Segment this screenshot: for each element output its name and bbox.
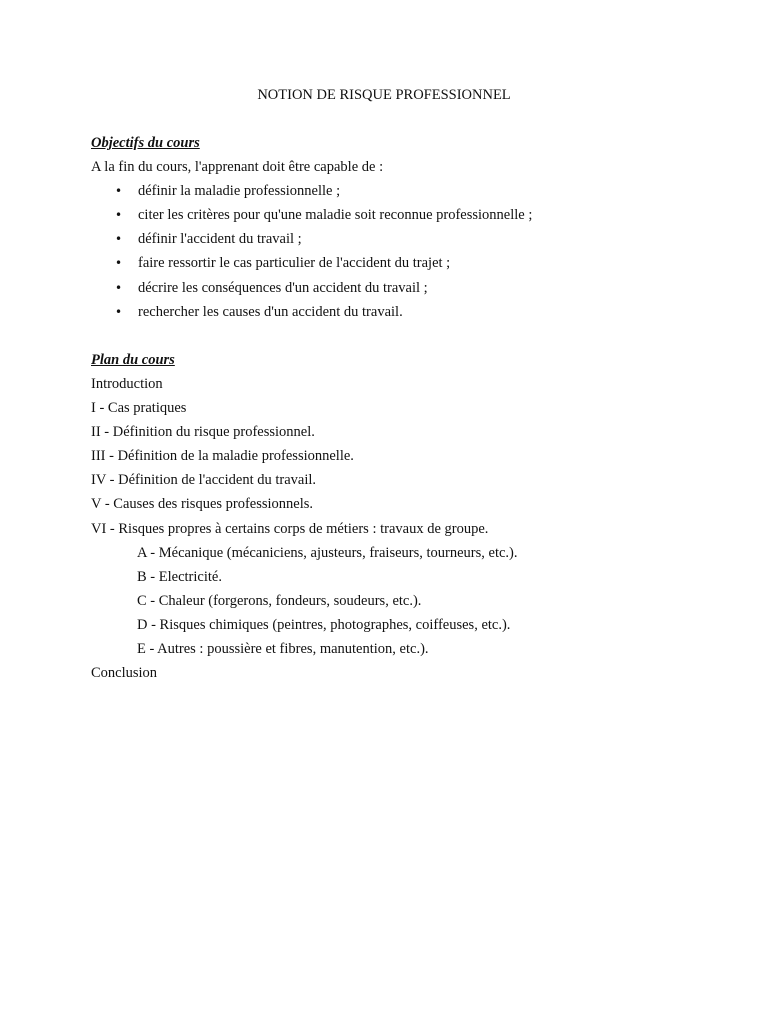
plan-section: IV - Définition de l'accident du travail. [91,472,317,489]
list-item [91,230,711,254]
list-item-text: décrire les conséquences d'un accident du travail ; [138,279,428,296]
plan-subsection: E - Autres : poussière et fibres, manutention, etc.). [137,640,429,657]
list-item [91,254,711,278]
plan-section: VI - Risques propres à certains corps de métiers : travaux de groupe. [91,520,489,537]
list-item-text: définir l'accident du travail ; [138,231,302,248]
document-body [91,134,711,688]
plan-section: I - Cas pratiques [91,400,187,417]
plan-section: II - Définition du risque professionnel. [91,424,315,441]
document-title: NOTION DE RISQUE PROFESSIONNEL [257,87,511,103]
bullet-icon: • [115,304,123,319]
bullet-icon: • [115,256,123,271]
plan-section: III - Définition de la maladie professionnelle. [91,448,354,465]
list-item [91,182,711,206]
bullet-icon: • [115,232,123,247]
bullet-icon: • [115,208,123,223]
list-item-text: citer les critères pour qu'une maladie soit reconnue professionnelle ; [138,207,533,224]
plan-subsection: A - Mécanique (mécaniciens, ajusteurs, fraiseurs, tourneurs, etc.). [137,544,518,561]
list-item-text: rechercher les causes d'un accident du travail. [138,303,403,320]
plan-conclusion: Conclusion [91,665,158,682]
list-item [91,303,711,327]
plan-section: V - Causes des risques professionnels. [91,496,314,513]
bullet-icon: • [115,280,123,295]
objectives-intro: A la fin du cours, l'apprenant doit être capable de : [91,159,384,176]
list-item-text: faire ressortir le cas particulier de l'accident du trajet ; [138,255,451,272]
list-item [91,206,711,230]
section-spacer [91,327,711,351]
plan-heading: Plan du cours [91,351,175,368]
list-item [91,279,711,303]
objectives-list [91,182,711,327]
plan-subsection: C - Chaleur (forgerons, fondeurs, soudeurs, etc.). [137,592,422,609]
plan-subsection: B - Electricité. [137,568,222,585]
objectives-heading: Objectifs du cours [91,135,200,151]
list-item-text: définir la maladie professionnelle ; [138,183,341,200]
bullet-icon: • [115,184,123,199]
plan-subsection: D - Risques chimiques (peintres, photographes, coiffeuses, etc.). [137,616,511,633]
plan-introduction: Introduction [91,375,163,392]
